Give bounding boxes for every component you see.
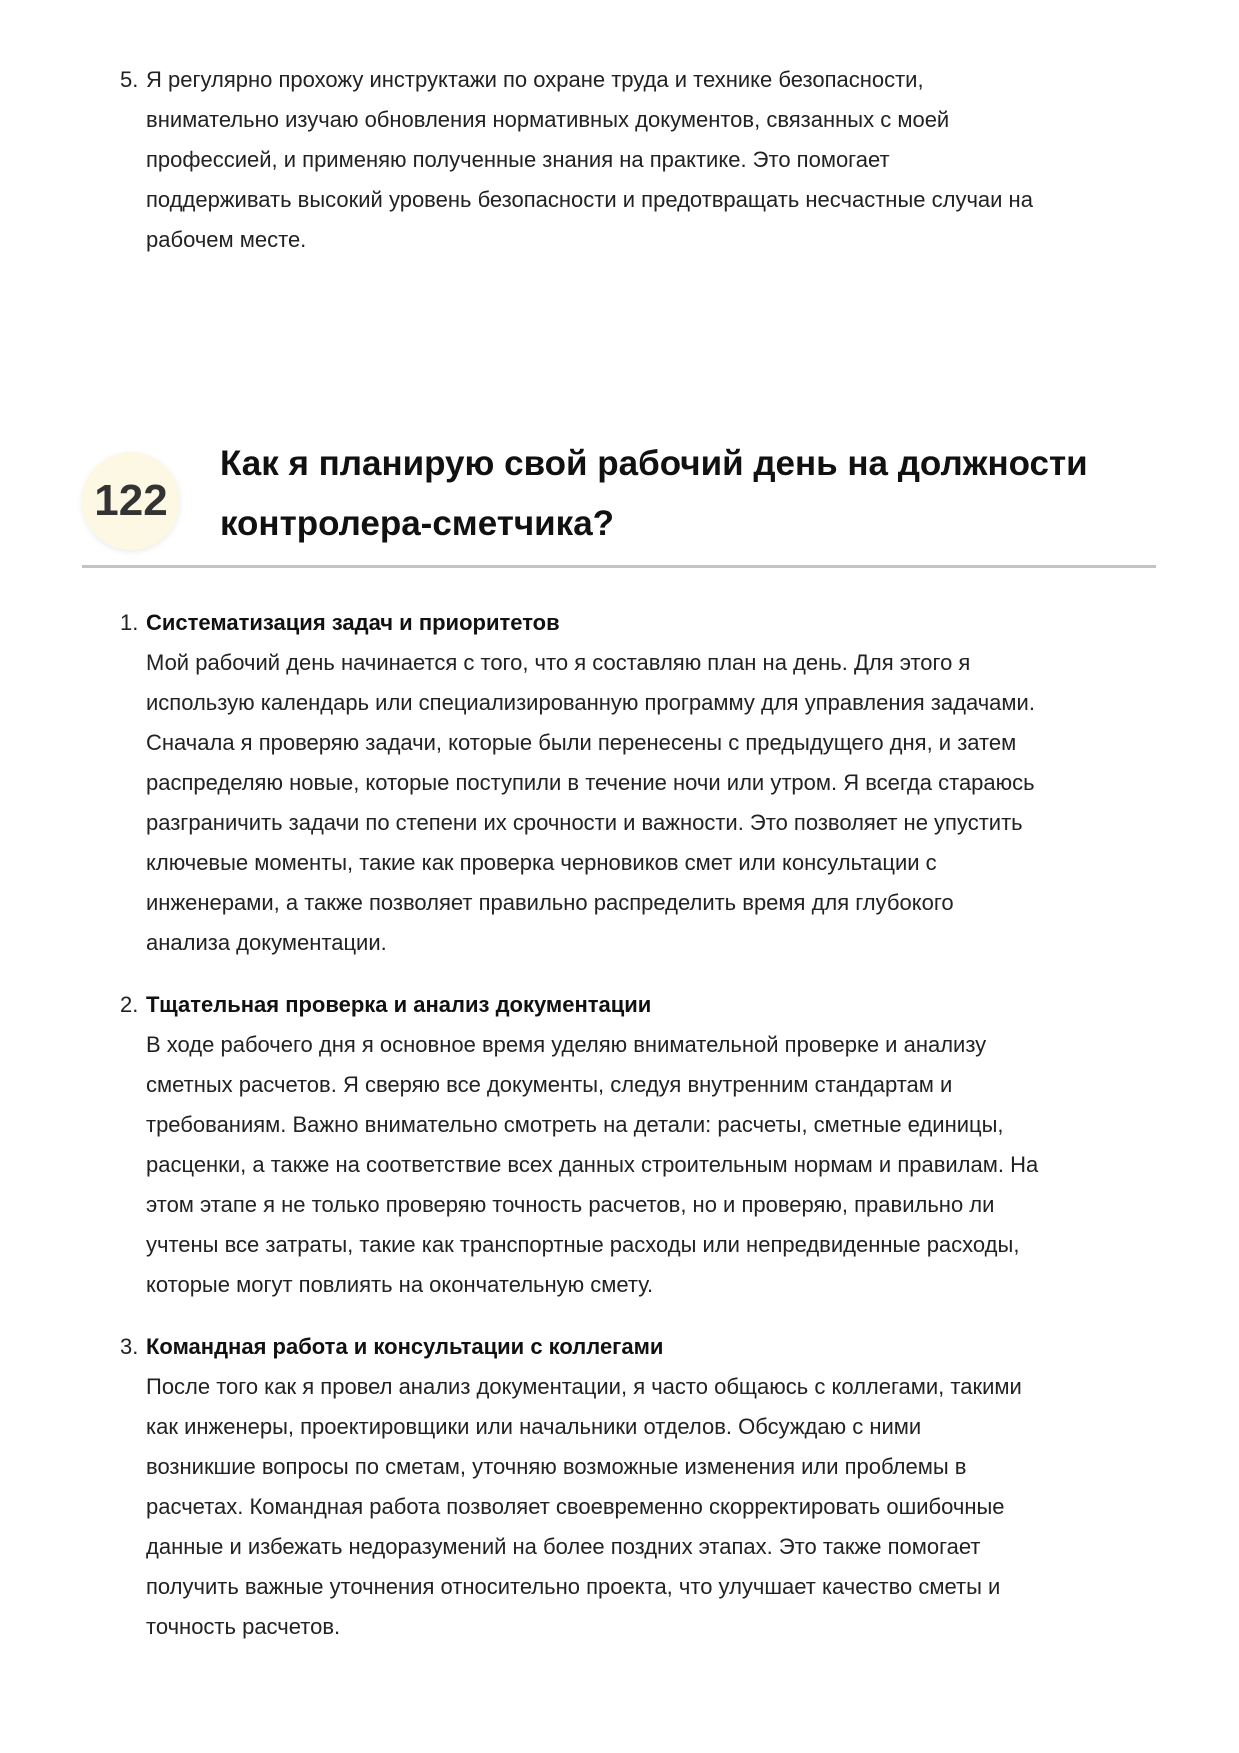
text-line: возникшие вопросы по сметам, уточняю возможные изменения или проблемы в: [146, 1454, 967, 1479]
list-item: [120, 1327, 1160, 1647]
item-number: 1.: [120, 610, 139, 635]
text-line: этом этапе я не только проверяю точность расчетов, но и проверяю, правильно ли: [146, 1192, 995, 1217]
title-line: контролера-сметчика?: [220, 504, 615, 543]
item-body: [146, 643, 1160, 963]
item-body: [146, 1025, 1160, 1305]
title-line: Как я планирую свой рабочий день на должности: [220, 444, 1088, 483]
text-line: разграничить задачи по степени их срочности и важности. Это позволяет не упустить: [146, 810, 1023, 835]
text-line: сметных расчетов. Я сверяю все документы, следуя внутренним стандартам и: [146, 1072, 953, 1097]
text-line: точность расчетов.: [146, 1614, 341, 1639]
text-line: инженерами, а также позволяет правильно распределить время для глубокого: [146, 890, 954, 915]
item-number: 2.: [120, 992, 139, 1017]
text-line: расчетах. Командная работа позволяет своевременно скорректировать ошибочные: [146, 1494, 1005, 1519]
item-heading: Командная работа и консультации с коллегами: [146, 1334, 664, 1359]
text-line: внимательно изучаю обновления нормативных документов, связанных с моей: [146, 107, 950, 132]
text-line: Сначала я проверяю задачи, которые были перенесены с предыдущего дня, и затем: [146, 730, 1017, 755]
text-line: использую календарь или специализированную программу для управления задачами.: [146, 690, 1035, 715]
item-body: [146, 1367, 1160, 1647]
text-line: рабочем месте.: [146, 227, 307, 252]
text-line: Мой рабочий день начинается с того, что я составляю план на день. Для этого я: [146, 650, 971, 675]
list-item: [120, 60, 1160, 260]
text-line: поддерживать высокий уровень безопасности и предотвращать несчастные случаи на: [146, 187, 1033, 212]
text-line: учтены все затраты, такие как транспортные расходы или непредвиденные расходы,: [146, 1232, 1020, 1257]
text-line: которые могут повлиять на окончательную смету.: [146, 1272, 654, 1297]
list-item: [120, 603, 1160, 963]
item-heading: Тщательная проверка и анализ документации: [146, 992, 652, 1017]
text-line: распределяю новые, которые поступили в течение ночи или утром. Я всегда стараюсь: [146, 770, 1035, 795]
text-line: Я регулярно прохожу инструктажи по охране труда и технике безопасности,: [146, 67, 924, 92]
text-line: требованиям. Важно внимательно смотреть на детали: расчеты, сметные единицы,: [146, 1112, 1004, 1137]
list-item: [120, 985, 1160, 1305]
text-line: ключевые моменты, такие как проверка черновиков смет или консультации с: [146, 850, 937, 875]
item-number: 3.: [120, 1334, 139, 1359]
item-heading: Систематизация задач и приоритетов: [146, 610, 560, 635]
section-title: [220, 434, 1088, 554]
answer-list: [120, 603, 1160, 1669]
item-number: 5.: [120, 67, 139, 92]
text-line: профессией, и применяю полученные знания на практике. Это помогает: [146, 147, 890, 172]
question-number-badge: 122: [82, 452, 180, 550]
section-header: [82, 430, 1156, 568]
text-line: получить важные уточнения относительно проекта, что улучшает качество сметы и: [146, 1574, 1001, 1599]
text-line: как инженеры, проектировщики или начальники отделов. Обсуждаю с ними: [146, 1414, 922, 1439]
text-line: расценки, а также на соответствие всех данных строительным нормам и правилам. На: [146, 1152, 1039, 1177]
text-line: В ходе рабочего дня я основное время уделяю внимательной проверке и анализу: [146, 1032, 987, 1057]
item-body: [146, 60, 1160, 260]
previous-list: [120, 60, 1160, 282]
text-line: После того как я провел анализ документации, я часто общаюсь с коллегами, такими: [146, 1374, 1022, 1399]
text-line: анализа документации.: [146, 930, 387, 955]
text-line: данные и избежать недоразумений на более поздних этапах. Это также помогает: [146, 1534, 981, 1559]
